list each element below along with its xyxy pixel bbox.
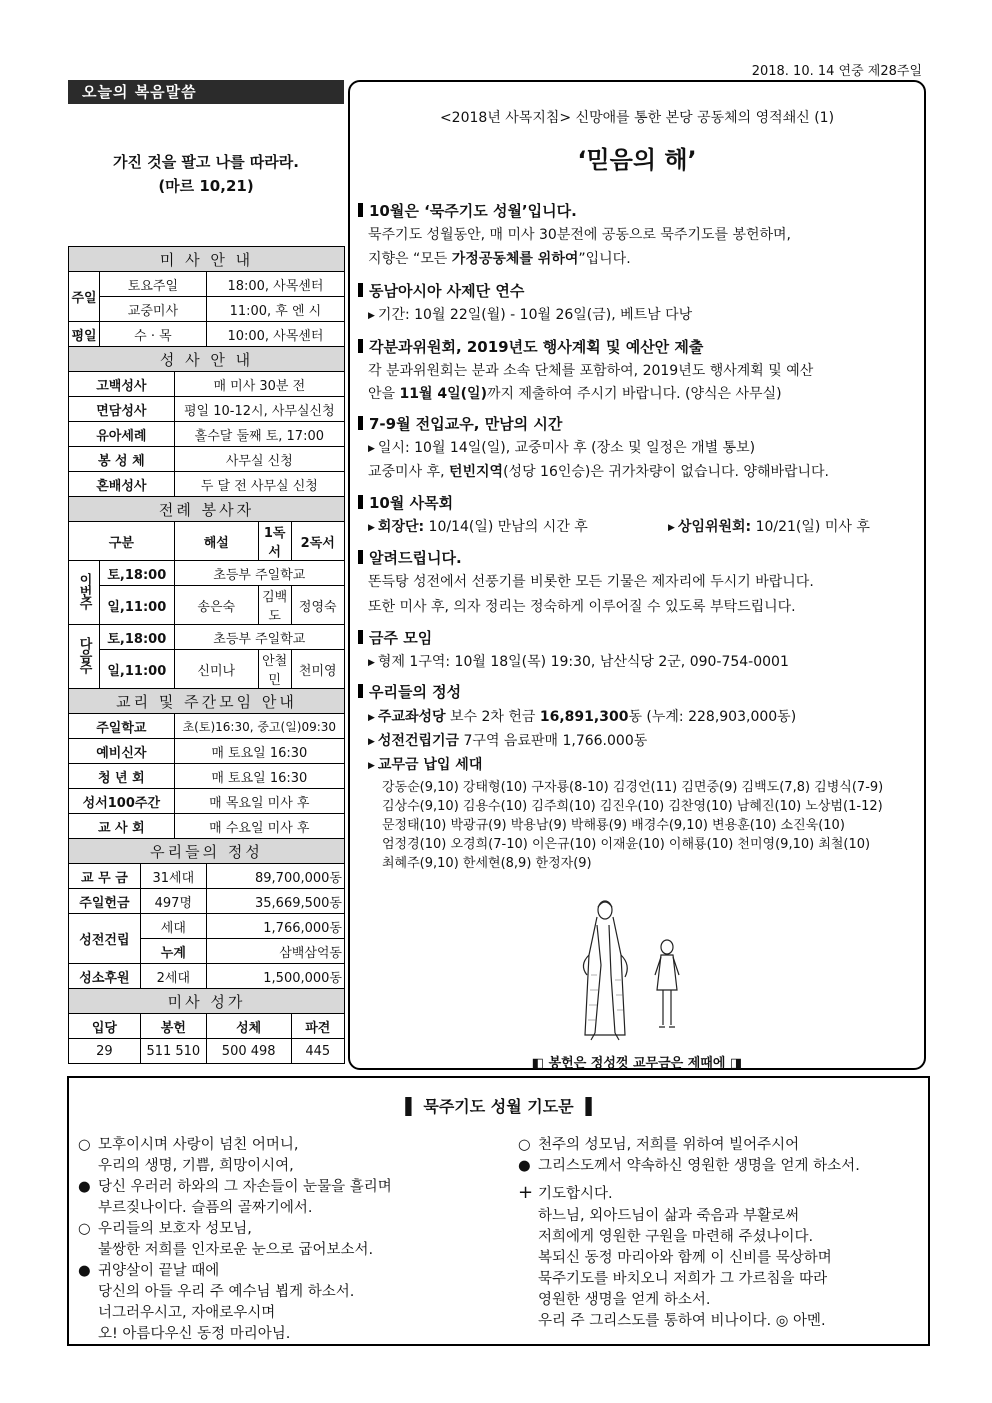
notice-line: ▶ 교무금 납입 세대 bbox=[368, 757, 483, 773]
names-line: 김상수(9,10) 김용수(10) 김주희(10) 김진우(10) 김찬영(10) 남혜진(10) 노상범(1-12) bbox=[382, 799, 883, 814]
notice-line: 각 분과위원회는 분과 소속 단체를 포함하여, 2019년도 행사계획 및 예산 bbox=[368, 363, 814, 379]
filled-circle-icon: ● bbox=[78, 1263, 91, 1279]
notice-title: 7-9월 전입교우, 만남의 시간 bbox=[358, 413, 562, 434]
offering-count: 세대 bbox=[140, 914, 206, 939]
prayer-title: ▌ 묵주기도 성월 기도문 ▐ bbox=[405, 1097, 592, 1116]
hymn-header: 입당 bbox=[69, 1014, 141, 1039]
parish-info-table bbox=[68, 246, 345, 1064]
notice-title: 우리들의 정성 bbox=[358, 681, 461, 702]
servers-header: 해설 bbox=[174, 522, 258, 561]
notice-title: 알려드립니다. bbox=[358, 547, 462, 568]
bullet-triangle-icon: ▶ bbox=[368, 523, 375, 533]
sacrament-value: 평일 10-12시, 사무실신청 bbox=[174, 397, 344, 422]
notice-line: ▶ 성전건립기금 7구역 음료판매 1,766.000동 bbox=[368, 733, 648, 749]
mass-name: 교중미사 bbox=[100, 297, 207, 322]
prayer-line: ○ 천주의 성모님, 저희를 위하여 빌어주시어 bbox=[518, 1137, 800, 1153]
sacrament-name: 고백성사 bbox=[69, 372, 175, 397]
hymn-value: 511 510 bbox=[140, 1039, 206, 1064]
offering-name: 성소후원 bbox=[69, 964, 141, 989]
meeting-value: 매 목요일 미사 후 bbox=[174, 789, 344, 814]
offering-name: 교 무 금 bbox=[69, 864, 141, 889]
offering-name: 주일헌금 bbox=[69, 889, 141, 914]
open-circle-icon: ○ bbox=[78, 1221, 91, 1237]
offering-reminder: ◧ 봉헌은 정성껏 교무금은 제때에 ◨ bbox=[531, 1056, 743, 1071]
notice-title: 10월은 ‘묵주기도 성월’입니다. bbox=[358, 200, 577, 221]
names-line: 최혜주(9,10) 한세현(8,9) 한정자(9) bbox=[382, 856, 592, 871]
mass-time: 11:00, 후 엔 시 bbox=[206, 297, 344, 322]
mass-name: 토요주일 bbox=[100, 272, 207, 297]
filled-circle-icon: ● bbox=[78, 1179, 91, 1195]
mass-time: 18:00, 사목센터 bbox=[206, 272, 344, 297]
meeting-value: 매 토요일 16:30 bbox=[174, 739, 344, 764]
notice-title: 각분과위원회, 2019년도 행사계획 및 예산안 제출 bbox=[358, 336, 703, 357]
sacrament-value: 사무실 신청 bbox=[174, 447, 344, 472]
open-circle-icon: ○ bbox=[518, 1137, 531, 1153]
hymn-header: 봉헌 bbox=[140, 1014, 206, 1039]
mass-time: 10:00, 사목센터 bbox=[206, 322, 344, 347]
server-reader-1: 김백도 bbox=[258, 586, 291, 625]
server-reader-2: 천미영 bbox=[291, 650, 344, 689]
servers-header: 구분 bbox=[69, 522, 175, 561]
notice-line: 안을 11월 4일(일)까지 제출하여 주시기 바랍니다. (양식은 사무실) bbox=[368, 386, 782, 402]
gospel-verse: 가진 것을 팔고 나를 따라라. bbox=[113, 153, 299, 171]
notice-line: 지향은 “모든 가정공동체를 위하여”입니다. bbox=[368, 251, 631, 267]
server-reader-1: 안철민 bbox=[258, 650, 291, 689]
notice-line: ▶ 회장단: 10/14(일) 만남의 시간 후 bbox=[368, 519, 588, 535]
prayer-line: 우리의 생명, 기쁨, 희망이시여, bbox=[98, 1158, 294, 1174]
meetings-title: 교리 및 주간모임 안내 bbox=[69, 689, 345, 714]
notice-line: 또한 미사 후, 의자 정리는 정숙하게 이루어질 수 있도록 부탁드립니다. bbox=[368, 599, 796, 615]
prayer-line: 하느님, 외아드님이 삶과 죽음과 부활로써 bbox=[538, 1208, 800, 1224]
sacrament-name: 면담성사 bbox=[69, 397, 175, 422]
hymn-header: 파견 bbox=[291, 1014, 344, 1039]
notice-line: ▶ 주교좌성당 보수 2차 헌금 16,891,300동 (누계: 228,903,000동) bbox=[368, 709, 797, 725]
offering-amount: 1,766,000동 bbox=[206, 914, 344, 939]
hymns-title: 미사 성가 bbox=[69, 989, 345, 1014]
sacrament-name: 유아세례 bbox=[69, 422, 175, 447]
bullet-triangle-icon: ▶ bbox=[368, 761, 375, 771]
servers-title: 전례 봉사자 bbox=[69, 497, 345, 522]
meeting-name: 청 년 회 bbox=[69, 764, 175, 789]
bullet-triangle-icon: ▶ bbox=[368, 311, 375, 321]
prayer-line: ● 당신 우러러 하와의 그 자손들이 눈물을 흘리며 bbox=[78, 1179, 392, 1195]
prayer-line: ○ 우리들의 보호자 성모님, bbox=[78, 1221, 252, 1237]
bullet-triangle-icon: ▶ bbox=[368, 658, 375, 668]
meeting-name: 예비신자 bbox=[69, 739, 175, 764]
offering-count: 2세대 bbox=[140, 964, 206, 989]
meeting-value: 매 토요일 16:30 bbox=[174, 764, 344, 789]
notice-title: 금주 모임 bbox=[358, 627, 432, 648]
prayer-line: 우리 주 그리스도를 통하여 비나이다. ◎ 아멘. bbox=[538, 1313, 826, 1329]
notice-line: ▶ 상임위원회: 10/21(일) 미사 후 bbox=[668, 519, 870, 535]
notice-line: ▶ 기간: 10월 22일(월) - 10월 26일(금), 베트남 다낭 bbox=[368, 307, 693, 323]
offering-count: 누계 bbox=[140, 939, 206, 964]
gospel-heading: 오늘의 복음말씀 bbox=[68, 80, 344, 104]
sunday-label: 주일 bbox=[69, 272, 100, 322]
bullet-triangle-icon: ▶ bbox=[368, 444, 375, 454]
meeting-value: 매 수요일 미사 후 bbox=[174, 814, 344, 839]
bulletin-date: 2018. 10. 14 연중 제28주일 bbox=[751, 64, 922, 79]
names-line: 강동순(9,10) 강태형(10) 구자룡(8-10) 김경언(11) 김면중(9) 김백도(7,8) 김병식(7-9) bbox=[382, 780, 884, 795]
servers-header: 1독서 bbox=[258, 522, 291, 561]
prayer-line: 당신의 아들 우리 주 예수님 뵙게 하소서. bbox=[98, 1284, 355, 1300]
hymn-header: 성체 bbox=[206, 1014, 291, 1039]
offering-amount: 89,700,000동 bbox=[206, 864, 344, 889]
prayer-line: 부르짖나이다. 슬픔의 골짜기에서. bbox=[98, 1200, 313, 1216]
jesus-and-child-illustration bbox=[575, 895, 705, 1045]
open-circle-icon: ○ bbox=[78, 1137, 91, 1153]
prayer-line: 불쌍한 저희를 인자로운 눈으로 굽어보소서. bbox=[98, 1242, 374, 1258]
server-all: 초등부 주일학교 bbox=[174, 561, 344, 586]
offering-amount: 1,500,000동 bbox=[206, 964, 344, 989]
notice-line: 묵주기도 성월동안, 매 미사 30분전에 공동으로 묵주기도를 봉헌하며, bbox=[368, 227, 792, 243]
prayer-line: 영원한 생명을 얻게 하소서. bbox=[538, 1292, 711, 1308]
sacrament-value: 홀수달 둘째 토, 17:00 bbox=[174, 422, 344, 447]
server-commentator: 신미나 bbox=[174, 650, 258, 689]
offering-amount: 삼백삼억동 bbox=[206, 939, 344, 964]
hymn-value: 500 498 bbox=[206, 1039, 291, 1064]
prayer-line: + 기도합시다. bbox=[518, 1182, 613, 1203]
prayer-line: ○ 모후이시며 사랑이 넘친 어머니, bbox=[78, 1137, 299, 1153]
names-line: 문정태(10) 박광규(9) 박용남(9) 박해룡(9) 배경수(9,10) 변용훈(10) 소진욱(10) bbox=[382, 818, 845, 833]
notice-line: 똔득탕 성전에서 선풍기를 비롯한 모든 기물은 제자리에 두시기 바랍니다. bbox=[368, 574, 814, 590]
offerings-title: 우리들의 정성 bbox=[69, 839, 345, 864]
prayer-line: 너그러우시고, 자애로우시며 bbox=[98, 1305, 276, 1321]
server-reader-2: 정영숙 bbox=[291, 586, 344, 625]
prayer-line: ● 귀양살이 끝날 때에 bbox=[78, 1263, 220, 1279]
filled-circle-icon: ● bbox=[518, 1158, 531, 1174]
offering-count: 497명 bbox=[140, 889, 206, 914]
hymn-value: 29 bbox=[69, 1039, 141, 1064]
next-week-label: 다음주 bbox=[69, 625, 100, 689]
hymn-value: 445 bbox=[291, 1039, 344, 1064]
sacrament-value: 매 미사 30분 전 bbox=[174, 372, 344, 397]
gospel-verse-block bbox=[68, 150, 344, 198]
weekday-label: 평일 bbox=[69, 322, 100, 347]
cross-icon: + bbox=[518, 1182, 534, 1203]
server-when: 토,18:00 bbox=[100, 561, 175, 586]
notice-line: 교중미사 후, 턴빈지역(성당 16인승)은 귀가차량이 없습니다. 양해바랍니다. bbox=[368, 464, 830, 480]
this-week-label: 이번주 bbox=[69, 561, 100, 625]
bullet-triangle-icon: ▶ bbox=[368, 737, 375, 747]
names-list bbox=[382, 778, 883, 873]
sacrament-name: 혼배성사 bbox=[69, 472, 175, 497]
server-when: 일,11:00 bbox=[100, 586, 175, 625]
server-all: 초등부 주일학교 bbox=[174, 625, 344, 650]
sacrament-name: 봉 성 체 bbox=[69, 447, 175, 472]
prayer-line: 묵주기도를 바치오니 저희가 그 가르침을 따라 bbox=[538, 1271, 828, 1287]
server-commentator: 송은숙 bbox=[174, 586, 258, 625]
server-when: 일,11:00 bbox=[100, 650, 175, 689]
year-title: ‘믿음의 해’ bbox=[577, 146, 697, 174]
meeting-name: 교 사 회 bbox=[69, 814, 175, 839]
servers-header: 2독서 bbox=[291, 522, 344, 561]
sacrament-guide-title: 성 사 안 내 bbox=[69, 347, 345, 372]
server-when: 토,18:00 bbox=[100, 625, 175, 650]
prayer-line: ● 그리스도께서 약속하신 영원한 생명을 얻게 하소서. bbox=[518, 1158, 860, 1174]
bullet-triangle-icon: ▶ bbox=[668, 523, 675, 533]
offering-count: 31세대 bbox=[140, 864, 206, 889]
notice-line: ▶ 일시: 10월 14일(일), 교중미사 후 (장소 및 일정은 개별 통보) bbox=[368, 440, 756, 456]
names-line: 엄정경(10) 오경희(7-10) 이은규(10) 이재윤(10) 이해룡(10) 천미영(9,10) 최철(10) bbox=[382, 837, 871, 852]
prayer-line: 저희에게 영원한 구원을 마련해 주셨나이다. bbox=[538, 1229, 814, 1245]
gospel-reference: (마르 10,21) bbox=[158, 177, 254, 195]
pastoral-guideline: <2018년 사목지침> 신망애를 통한 본당 공동체의 영적쇄신 (1) bbox=[439, 110, 835, 126]
mass-name: 수 · 목 bbox=[100, 322, 207, 347]
meeting-value: 초(토)16:30, 중고(일)09:30 bbox=[174, 714, 344, 739]
bullet-triangle-icon: ▶ bbox=[368, 713, 375, 723]
sacrament-value: 두 달 전 사무실 신청 bbox=[174, 472, 344, 497]
meeting-name: 주일학교 bbox=[69, 714, 175, 739]
building-fund-label: 성전건립 bbox=[69, 914, 141, 964]
prayer-line: 복되신 동정 마리아와 함께 이 신비를 묵상하며 bbox=[538, 1250, 832, 1266]
prayer-line: 오! 아름다우신 동정 마리아님. bbox=[98, 1326, 291, 1342]
offering-amount: 35,669,500동 bbox=[206, 889, 344, 914]
notice-line: ▶ 형제 1구역: 10월 18일(목) 19:30, 남산식당 2군, 090-754-0001 bbox=[368, 654, 789, 670]
mass-guide-title: 미 사 안 내 bbox=[69, 247, 345, 272]
notice-title: 10월 사목회 bbox=[358, 492, 453, 513]
meeting-name: 성서100주간 bbox=[69, 789, 175, 814]
notice-title: 동남아시아 사제단 연수 bbox=[358, 280, 524, 301]
